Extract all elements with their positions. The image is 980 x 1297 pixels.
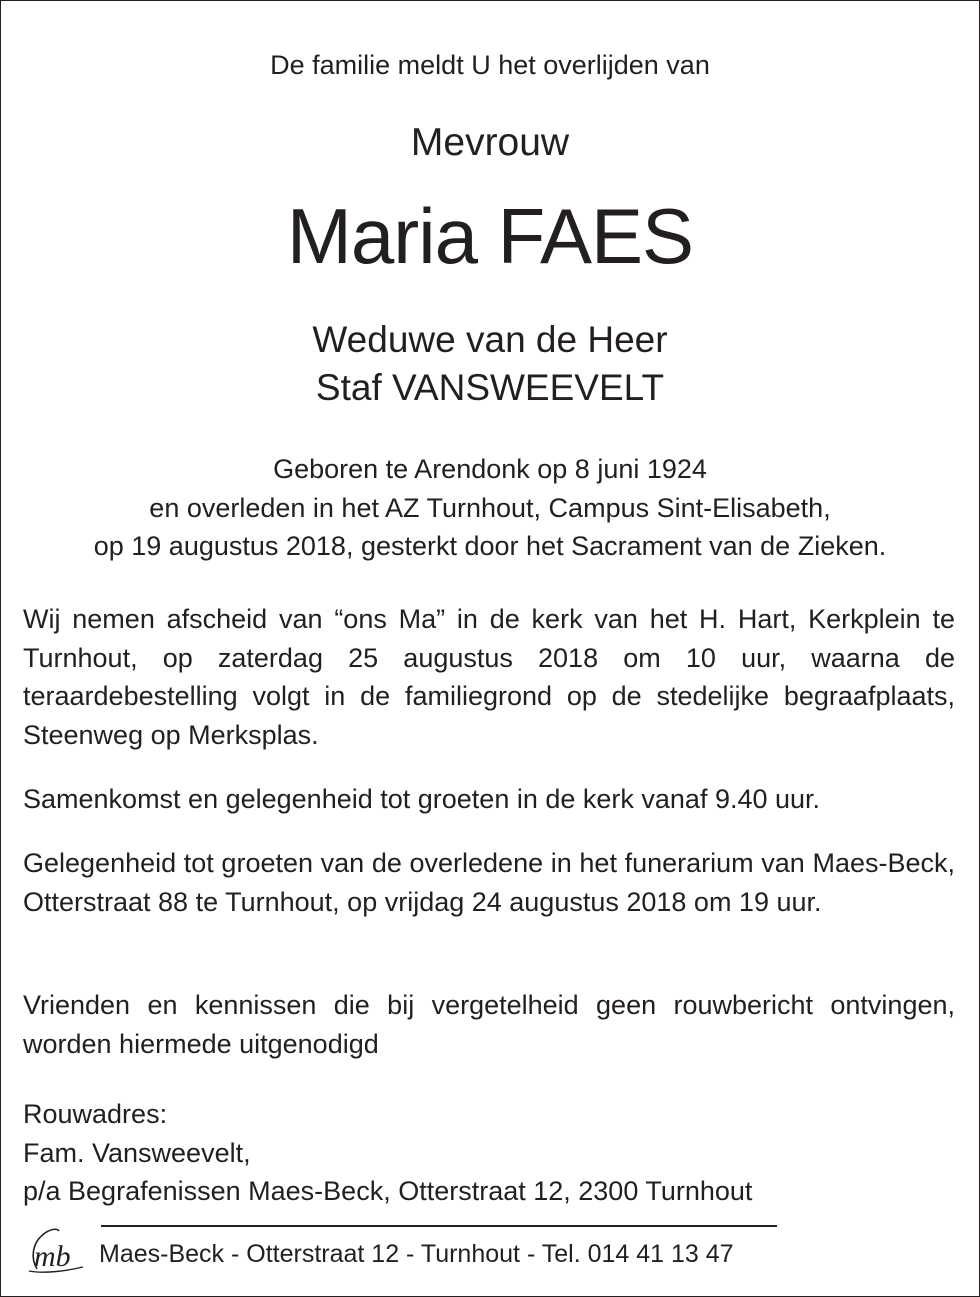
birth-line: Geboren te Arendonk op 8 juni 1924 <box>273 454 707 484</box>
widow-of-line: Weduwe van de Heer <box>312 319 668 360</box>
footer-divider <box>101 1225 777 1227</box>
honorific: Mevrouw <box>410 121 570 164</box>
maes-beck-logo-icon <box>23 1223 87 1279</box>
gathering-paragraph: Samenkomst en gelegenheid tot groeten in de kerk vanaf 9.40 uur. <box>23 784 821 814</box>
invitation-paragraph: Vrienden en kennissen die bij vergetelheid geen rouwbericht ontvingen, worden hiermede uitgenodigd <box>23 990 955 1059</box>
spouse-name: Staf VANSWEEVELT <box>315 367 665 408</box>
mourning-address <box>23 1095 752 1211</box>
footer-contact: Maes-Beck - Otterstraat 12 - Turnhout - Tel. 014 41 13 47 <box>99 1240 734 1268</box>
intro-text: De familie meldt U het overlijden van <box>270 50 710 80</box>
deceased-name: Maria FAES <box>286 192 694 280</box>
mourning-address-label: Rouwadres: <box>23 1099 168 1129</box>
birth-death-details <box>1 450 979 566</box>
funeral-service-paragraph: Wij nemen afscheid van “ons Ma” in de kerk van het H. Hart, Kerkplein te Turnhout, op zaterdag 25 augustus 2018 om 10 uur, waarna de teraardebestelling volgt in de familiegrond op de stedelijke begraafplaats, Steenweg op Merksplas. <box>23 604 955 750</box>
death-place-line: en overleden in het AZ Turnhout, Campus Sint-Elisabeth, <box>149 492 831 523</box>
logo-text: mb <box>34 1240 71 1273</box>
death-date-line: op 19 augustus 2018, gesterkt door het Sacrament van de Zieken. <box>93 531 887 561</box>
mourning-address-family: Fam. Vansweevelt, <box>23 1137 251 1168</box>
viewing-paragraph: Gelegenheid tot groeten van de overledene in het funerarium van Maes-Beck, Otterstraat 88 te Turnhout, op vrijdag 24 augustus 2018 om 19 uur. <box>23 848 955 917</box>
mourning-address-street: p/a Begrafenissen Maes-Beck, Otterstraat 12, 2300 Turnhout <box>23 1176 753 1206</box>
